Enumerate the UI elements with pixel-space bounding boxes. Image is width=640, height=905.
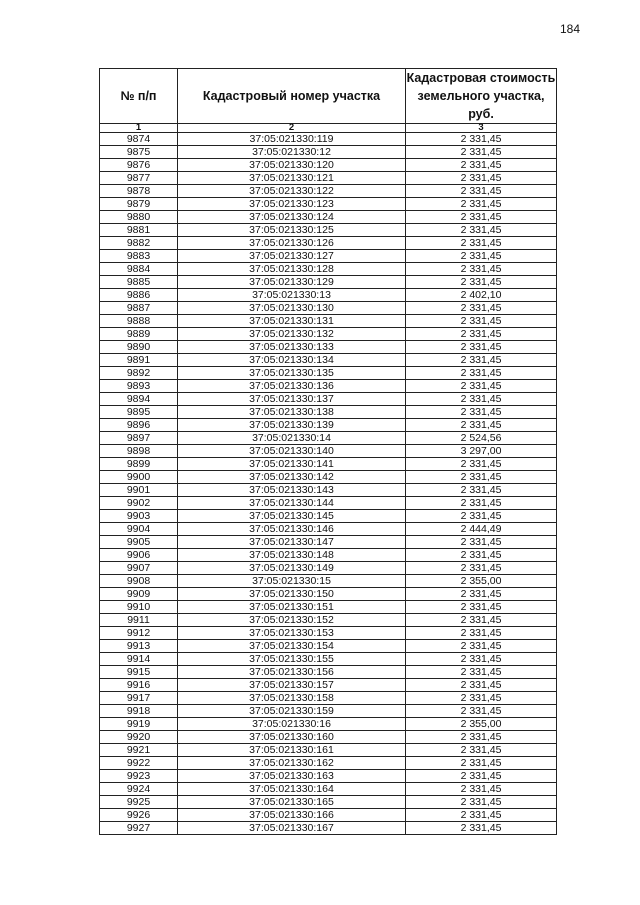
table-row [100, 328, 557, 341]
row-number-cell: 9907 [100, 562, 178, 575]
table-row [100, 406, 557, 419]
cadastral-number-cell: 37:05:021330:12 [178, 146, 406, 159]
table-row [100, 731, 557, 744]
cadastral-value-cell: 2 331,45 [406, 640, 557, 653]
cadastral-value-cell: 2 331,45 [406, 549, 557, 562]
cadastral-number-cell: 37:05:021330:150 [178, 588, 406, 601]
cadastral-value-cell: 2 331,45 [406, 276, 557, 289]
row-number-cell: 9874 [100, 133, 178, 146]
cadastral-number-cell: 37:05:021330:152 [178, 614, 406, 627]
cadastral-value-cell: 2 331,45 [406, 822, 557, 835]
cadastral-value-cell: 2 524,56 [406, 432, 557, 445]
row-number-cell: 9876 [100, 159, 178, 172]
table-row [100, 367, 557, 380]
row-number-cell: 9892 [100, 367, 178, 380]
cadastral-value-cell: 2 331,45 [406, 367, 557, 380]
row-number-cell: 9920 [100, 731, 178, 744]
table-row [100, 705, 557, 718]
table-row [100, 718, 557, 731]
table-row [100, 523, 557, 536]
table-row [100, 484, 557, 497]
cadastral-number-cell: 37:05:021330:155 [178, 653, 406, 666]
cadastral-number-cell: 37:05:021330:14 [178, 432, 406, 445]
cadastral-value-cell: 2 331,45 [406, 484, 557, 497]
table-row [100, 419, 557, 432]
cadastral-value-cell: 2 331,45 [406, 133, 557, 146]
cadastral-number-cell: 37:05:021330:160 [178, 731, 406, 744]
cadastral-number-cell: 37:05:021330:140 [178, 445, 406, 458]
table-row [100, 640, 557, 653]
table-row [100, 783, 557, 796]
table-row [100, 159, 557, 172]
table-row [100, 172, 557, 185]
table-row [100, 445, 557, 458]
cadastral-number-cell: 37:05:021330:161 [178, 744, 406, 757]
table-row [100, 653, 557, 666]
table-body [100, 133, 557, 835]
cadastral-value-cell: 2 331,45 [406, 705, 557, 718]
table-row [100, 146, 557, 159]
row-number-cell: 9909 [100, 588, 178, 601]
cadastral-value-cell: 2 331,45 [406, 302, 557, 315]
row-number-cell: 9904 [100, 523, 178, 536]
row-number-cell: 9898 [100, 445, 178, 458]
row-number-cell: 9911 [100, 614, 178, 627]
row-number-cell: 9916 [100, 679, 178, 692]
cadastral-value-cell: 2 355,00 [406, 575, 557, 588]
header-cadastral-number: Кадастровый номер участка [178, 69, 406, 124]
cadastral-value-cell: 2 331,45 [406, 770, 557, 783]
cadastral-number-cell: 37:05:021330:130 [178, 302, 406, 315]
cadastral-number-cell: 37:05:021330:167 [178, 822, 406, 835]
row-number-cell: 9921 [100, 744, 178, 757]
row-number-cell: 9924 [100, 783, 178, 796]
cadastral-number-cell: 37:05:021330:164 [178, 783, 406, 796]
row-number-cell: 9887 [100, 302, 178, 315]
cadastral-number-cell: 37:05:021330:16 [178, 718, 406, 731]
cadastral-value-cell: 2 331,45 [406, 692, 557, 705]
table-row [100, 341, 557, 354]
cadastral-value-cell: 2 331,45 [406, 653, 557, 666]
table-row [100, 237, 557, 250]
row-number-cell: 9885 [100, 276, 178, 289]
table-row [100, 497, 557, 510]
table-row [100, 627, 557, 640]
cadastral-value-cell: 2 331,45 [406, 263, 557, 276]
cadastral-number-cell: 37:05:021330:125 [178, 224, 406, 237]
cadastral-value-cell: 2 331,45 [406, 341, 557, 354]
cadastral-number-cell: 37:05:021330:163 [178, 770, 406, 783]
table-row [100, 185, 557, 198]
cadastral-value-cell: 2 331,45 [406, 744, 557, 757]
table-row [100, 510, 557, 523]
table-row [100, 809, 557, 822]
header-number: № п/п [100, 69, 178, 124]
row-number-cell: 9914 [100, 653, 178, 666]
cadastral-value-cell: 2 331,45 [406, 627, 557, 640]
table-row [100, 666, 557, 679]
cadastral-number-cell: 37:05:021330:122 [178, 185, 406, 198]
column-number-3: 3 [406, 124, 557, 133]
cadastral-number-cell: 37:05:021330:148 [178, 549, 406, 562]
row-number-cell: 9908 [100, 575, 178, 588]
cadastral-value-cell: 2 331,45 [406, 796, 557, 809]
cadastral-number-cell: 37:05:021330:149 [178, 562, 406, 575]
row-number-cell: 9893 [100, 380, 178, 393]
cadastral-number-cell: 37:05:021330:13 [178, 289, 406, 302]
row-number-cell: 9877 [100, 172, 178, 185]
table-row [100, 380, 557, 393]
cadastral-value-cell: 2 331,45 [406, 419, 557, 432]
cadastral-value-cell: 2 331,45 [406, 354, 557, 367]
row-number-cell: 9913 [100, 640, 178, 653]
row-number-cell: 9923 [100, 770, 178, 783]
cadastral-number-cell: 37:05:021330:151 [178, 601, 406, 614]
cadastral-value-cell: 2 331,45 [406, 393, 557, 406]
row-number-cell: 9912 [100, 627, 178, 640]
table-row [100, 224, 557, 237]
row-number-cell: 9906 [100, 549, 178, 562]
cadastral-number-cell: 37:05:021330:159 [178, 705, 406, 718]
column-number-1: 1 [100, 124, 178, 133]
row-number-cell: 9905 [100, 536, 178, 549]
row-number-cell: 9925 [100, 796, 178, 809]
row-number-cell: 9899 [100, 458, 178, 471]
cadastral-value-cell: 2 355,00 [406, 718, 557, 731]
row-number-cell: 9897 [100, 432, 178, 445]
cadastral-value-cell: 2 331,45 [406, 510, 557, 523]
cadastral-number-cell: 37:05:021330:137 [178, 393, 406, 406]
cadastral-number-cell: 37:05:021330:126 [178, 237, 406, 250]
row-number-cell: 9926 [100, 809, 178, 822]
table-row [100, 354, 557, 367]
cadastral-number-cell: 37:05:021330:124 [178, 211, 406, 224]
table-row [100, 757, 557, 770]
row-number-cell: 9875 [100, 146, 178, 159]
cadastral-number-cell: 37:05:021330:15 [178, 575, 406, 588]
cadastral-value-cell: 2 331,45 [406, 198, 557, 211]
cadastral-number-cell: 37:05:021330:138 [178, 406, 406, 419]
header-row [100, 69, 557, 124]
table-row [100, 549, 557, 562]
row-number-cell: 9895 [100, 406, 178, 419]
row-number-cell: 9881 [100, 224, 178, 237]
table-row [100, 536, 557, 549]
table-row [100, 302, 557, 315]
row-number-cell: 9888 [100, 315, 178, 328]
row-number-cell: 9900 [100, 471, 178, 484]
row-number-cell: 9917 [100, 692, 178, 705]
cadastral-value-cell: 2 331,45 [406, 757, 557, 770]
row-number-cell: 9922 [100, 757, 178, 770]
cadastral-number-cell: 37:05:021330:135 [178, 367, 406, 380]
table-row [100, 432, 557, 445]
column-number-row [100, 124, 557, 133]
cadastral-number-cell: 37:05:021330:134 [178, 354, 406, 367]
table-row [100, 211, 557, 224]
row-number-cell: 9918 [100, 705, 178, 718]
table-row [100, 588, 557, 601]
cadastral-value-cell: 2 331,45 [406, 562, 557, 575]
cadastral-number-cell: 37:05:021330:165 [178, 796, 406, 809]
row-number-cell: 9902 [100, 497, 178, 510]
cadastral-value-cell: 2 331,45 [406, 380, 557, 393]
cadastral-number-cell: 37:05:021330:139 [178, 419, 406, 432]
row-number-cell: 9889 [100, 328, 178, 341]
cadastral-value-cell: 3 297,00 [406, 445, 557, 458]
cadastral-number-cell: 37:05:021330:158 [178, 692, 406, 705]
cadastral-number-cell: 37:05:021330:144 [178, 497, 406, 510]
table-row [100, 796, 557, 809]
cadastral-table [99, 68, 557, 835]
cadastral-number-cell: 37:05:021330:128 [178, 263, 406, 276]
cadastral-number-cell: 37:05:021330:121 [178, 172, 406, 185]
column-number-2: 2 [178, 124, 406, 133]
table-row [100, 250, 557, 263]
table-row [100, 276, 557, 289]
row-number-cell: 9910 [100, 601, 178, 614]
table-row [100, 822, 557, 835]
row-number-cell: 9882 [100, 237, 178, 250]
cadastral-number-cell: 37:05:021330:120 [178, 159, 406, 172]
cadastral-value-cell: 2 331,45 [406, 328, 557, 341]
cadastral-value-cell: 2 331,45 [406, 731, 557, 744]
cadastral-value-cell: 2 331,45 [406, 172, 557, 185]
row-number-cell: 9901 [100, 484, 178, 497]
table-row [100, 393, 557, 406]
row-number-cell: 9878 [100, 185, 178, 198]
cadastral-value-cell: 2 331,45 [406, 237, 557, 250]
table-row [100, 744, 557, 757]
table-row [100, 692, 557, 705]
cadastral-number-cell: 37:05:021330:157 [178, 679, 406, 692]
cadastral-value-cell: 2 331,45 [406, 406, 557, 419]
table-row [100, 263, 557, 276]
table-row [100, 562, 557, 575]
cadastral-value-cell: 2 331,45 [406, 497, 557, 510]
cadastral-value-cell: 2 331,45 [406, 211, 557, 224]
cadastral-value-cell: 2 331,45 [406, 146, 557, 159]
row-number-cell: 9894 [100, 393, 178, 406]
row-number-cell: 9890 [100, 341, 178, 354]
cadastral-number-cell: 37:05:021330:154 [178, 640, 406, 653]
cadastral-value-cell: 2 331,45 [406, 315, 557, 328]
table-row [100, 770, 557, 783]
row-number-cell: 9883 [100, 250, 178, 263]
cadastral-value-cell: 2 331,45 [406, 458, 557, 471]
cadastral-number-cell: 37:05:021330:156 [178, 666, 406, 679]
cadastral-value-cell: 2 331,45 [406, 159, 557, 172]
table-row [100, 315, 557, 328]
cadastral-number-cell: 37:05:021330:127 [178, 250, 406, 263]
table-row [100, 601, 557, 614]
table-row [100, 133, 557, 146]
cadastral-number-cell: 37:05:021330:123 [178, 198, 406, 211]
cadastral-value-cell: 2 331,45 [406, 601, 557, 614]
cadastral-number-cell: 37:05:021330:131 [178, 315, 406, 328]
cadastral-number-cell: 37:05:021330:153 [178, 627, 406, 640]
cadastral-value-cell: 2 331,45 [406, 809, 557, 822]
cadastral-number-cell: 37:05:021330:119 [178, 133, 406, 146]
cadastral-value-cell: 2 331,45 [406, 783, 557, 796]
cadastral-number-cell: 37:05:021330:166 [178, 809, 406, 822]
cadastral-number-cell: 37:05:021330:142 [178, 471, 406, 484]
page-number: 184 [560, 22, 581, 36]
cadastral-number-cell: 37:05:021330:145 [178, 510, 406, 523]
table-row [100, 289, 557, 302]
cadastral-value-cell: 2 331,45 [406, 536, 557, 549]
cadastral-value-cell: 2 331,45 [406, 588, 557, 601]
cadastral-number-cell: 37:05:021330:147 [178, 536, 406, 549]
cadastral-number-cell: 37:05:021330:133 [178, 341, 406, 354]
row-number-cell: 9891 [100, 354, 178, 367]
table-row [100, 614, 557, 627]
row-number-cell: 9915 [100, 666, 178, 679]
cadastral-number-cell: 37:05:021330:129 [178, 276, 406, 289]
cadastral-value-cell: 2 331,45 [406, 471, 557, 484]
header-cadastral-value: Кадастровая стоимость земельного участка, руб. [406, 69, 557, 124]
row-number-cell: 9886 [100, 289, 178, 302]
row-number-cell: 9896 [100, 419, 178, 432]
table-row [100, 471, 557, 484]
table-row [100, 458, 557, 471]
cadastral-number-cell: 37:05:021330:143 [178, 484, 406, 497]
table-row [100, 679, 557, 692]
row-number-cell: 9880 [100, 211, 178, 224]
row-number-cell: 9884 [100, 263, 178, 276]
cadastral-value-cell: 2 444,49 [406, 523, 557, 536]
row-number-cell: 9927 [100, 822, 178, 835]
cadastral-value-cell: 2 331,45 [406, 250, 557, 263]
cadastral-value-cell: 2 331,45 [406, 666, 557, 679]
cadastral-value-cell: 2 331,45 [406, 614, 557, 627]
cadastral-value-cell: 2 331,45 [406, 224, 557, 237]
row-number-cell: 9919 [100, 718, 178, 731]
cadastral-number-cell: 37:05:021330:136 [178, 380, 406, 393]
cadastral-value-cell: 2 331,45 [406, 185, 557, 198]
cadastral-number-cell: 37:05:021330:141 [178, 458, 406, 471]
row-number-cell: 9879 [100, 198, 178, 211]
cadastral-number-cell: 37:05:021330:162 [178, 757, 406, 770]
cadastral-number-cell: 37:05:021330:146 [178, 523, 406, 536]
table-row [100, 575, 557, 588]
cadastral-number-cell: 37:05:021330:132 [178, 328, 406, 341]
cadastral-value-cell: 2 402,10 [406, 289, 557, 302]
cadastral-value-cell: 2 331,45 [406, 679, 557, 692]
table-row [100, 198, 557, 211]
row-number-cell: 9903 [100, 510, 178, 523]
